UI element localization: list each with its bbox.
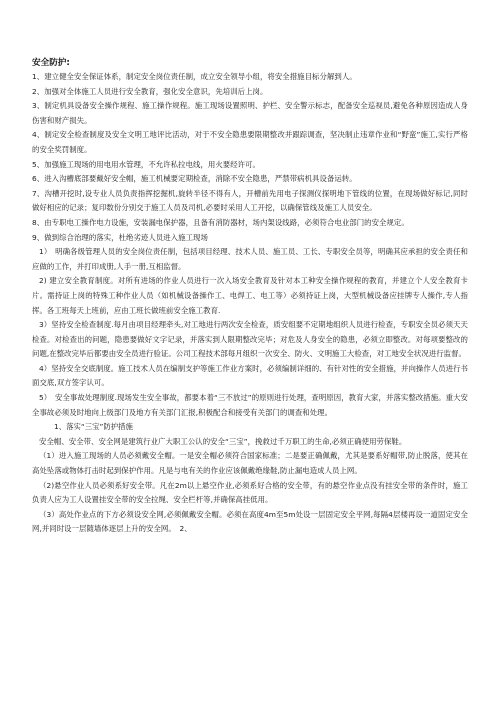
document-title: 安全防护:: [32, 58, 70, 68]
paragraph: 6、进入沟槽底部要戴好安全帽，施工机械要定期检查，消除不安全隐患，严禁带病机具设备运转。: [32, 174, 357, 184]
paragraph: 7、沟槽开挖时,设专业人员负责指挥挖掘机,旋转半径不得有人，开槽前先用电子探测仪探明地下管线的位置，在现场做好标记,同时做好相应的记录；复印数份分别交于施工人员及司机,必要时采用人工开挖，以确保管线及施工人员安全。: [32, 188, 468, 213]
document-page: [32, 56, 468, 537]
paragraph: （1）进入施工现场的人员必须戴安全帽。一是安全帽必须符合国家标准；二是要正确佩戴，尤其是要系好帽带,防止脱落，使其在高处坠落或物体打击时起到保护作用。凡是与电有关的作业应该佩戴绝缘鞋,防止漏电造成人员上网。: [32, 451, 468, 476]
paragraph: 2) 建立安全教育制度。对所有进场的作业人员进行一次入场安全教育及针对本工种安全操作规程的教育，并建立个人安全教育卡片。需持证上岗的特殊工种作业人员（如机械设备操作工、电焊工、电工等）必须持证上岗，大型机械设备应挂牌专人操作,专人指挥。各工班每天上班前，应由工班长做班前安全施工教育.: [32, 276, 468, 315]
paragraph: 5） 安全事故处理制度.现场发生安全事故，都要本着“三不放过”的原则进行处理，查明原因，教育大家，并落实整改措施。重大安全事故必须及时地向上级部门及地方有关部门汇报,积极配合和接受有关部门的调查和处理。: [32, 393, 468, 417]
paragraph: 4、制定安全检查制度及安全文明工地评比活动，对于不安全隐患要限期整改并跟踪调查，坚决制止违章作业和“野蛮”施工,实行严格的安全奖罚制度。: [32, 130, 468, 154]
paragraph: 1） 明确各级管理人员的安全岗位责任制，包括项目经理、技术人员、施工员、工长、专职安全员等，明确其应承担的安全责任和应做的工作，并打印成册,人手一册,互相监督。: [32, 247, 468, 271]
paragraph: 1、建立健全安全保证体系，制定安全岗位责任制，成立安全领导小组，将安全措施目标分解到人。: [32, 72, 357, 81]
paragraph: 安全帽、安全带、安全网是建筑行业广大职工公认的安全“三宝”，挽救过千万职工的生命,必须正确使用劳保鞋。: [39, 436, 407, 446]
paragraph: 3）坚持安全检查制度.每月由项目经理牵头,对工地进行两次安全检查，质安组要不定期地组织人员进行检查，专职安全员必须天天检查。对检查出的问题，隐患要做好文字记录，并落实到人限期整改完毕；对危及人身安全的隐患，必须立即整改。对每项要整改的问题,在整改完毕后都要由安全员进行验证。公司工程技术部每月组织一次安全、防火、文明施工大检查，对工地安全状况进行监督。: [32, 320, 468, 359]
paragraph: 3、制定机具设备安全操作规程、施工操作规程。施工现场设置照明、护栏、安全警示标志，配备安全巡视员,避免各种原因造成人身伤害和财产损失。: [32, 101, 468, 125]
paragraph: 2、加强对全体施工人员进行安全教育，强化安全意识，先培训后上岗。: [32, 86, 268, 96]
document-body: [32, 70, 468, 537]
paragraph: （3）高处作业点的下方必须设安全网,必须佩戴安全帽。必须在高度4m至5m处设一层固定安全平网,每隔4层楼再设一道固定安全网,并同时设一层随墙体逐层上升的安全网。 2、: [32, 509, 468, 534]
paragraph: 9、做到综合治理的落实，杜绝劣迹人员进入施工现场: [32, 232, 208, 242]
paragraph: 4）坚持安全交底制度。施工技术人员在编制支护等施工作业方案时，必须编制详细的、有针对性的安全措施，并向操作人员进行书面交底,双方签字认可。: [32, 363, 468, 388]
paragraph: 5、加强施工现场的用电用水管理，不允许私拉电线，用火要经许可。: [32, 159, 260, 169]
paragraph: 8、由专职电工操作电力设施，安装漏电保护器，且备有消防器材，场内架设线路，必须符合电业部门的安全规定。: [32, 217, 409, 227]
section-heading: 1、落实“三宝”防护措施: [54, 422, 133, 432]
paragraph: （2)悬空作业人员必须系好安全带。凡在2m以上悬空作业,必须系好合格的安全带，有的悬空作业点没有挂安全带的条件时，施工负责人应为工人设置挂安全带的安全拉绳、安全栏杆等,并确保高挂低用。: [32, 480, 468, 505]
